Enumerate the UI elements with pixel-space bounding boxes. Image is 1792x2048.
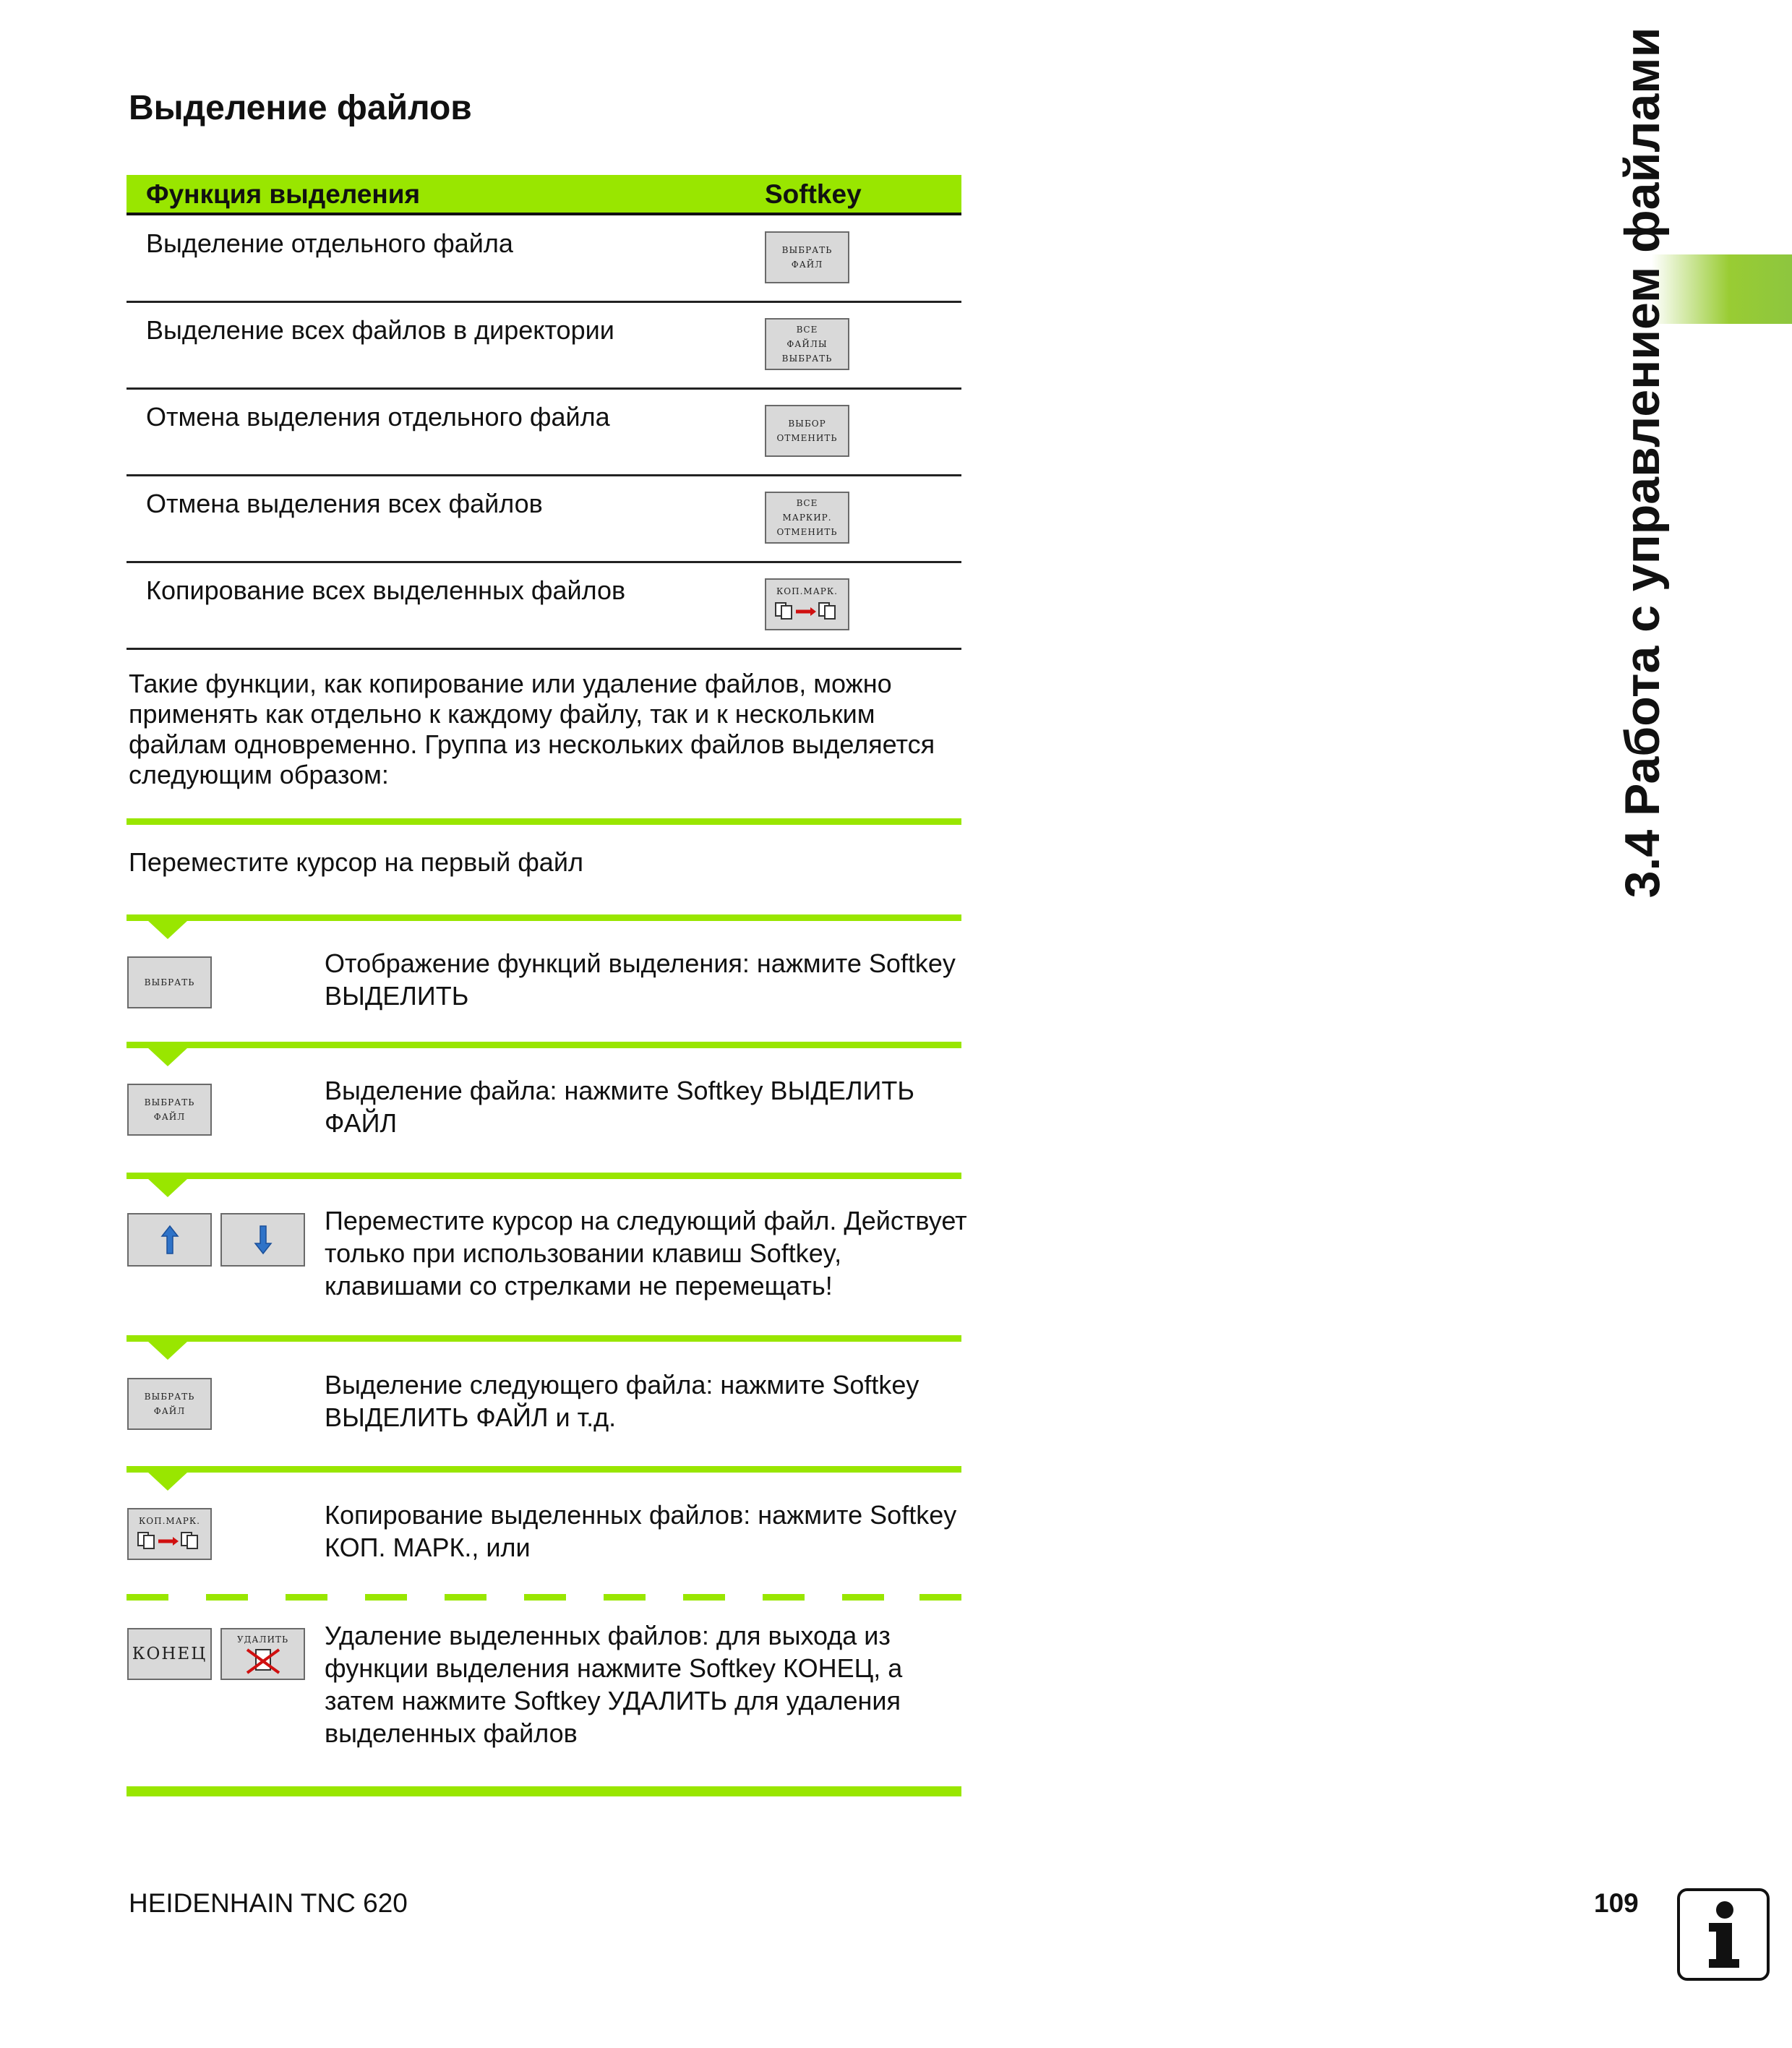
arrow-down-key[interactable]	[220, 1213, 305, 1267]
table-row	[127, 562, 961, 650]
softkey-label: ФАЙЛ	[153, 1112, 186, 1122]
step-text: Выделение следующего файла: нажмите Softkey ВЫДЕЛИТЬ ФАЙЛ и т.д.	[325, 1370, 919, 1432]
softkey-label: УДАЛИТЬ	[236, 1634, 289, 1645]
row-text: Выделение всех файлов в директории	[146, 315, 614, 345]
softkey-select-file[interactable]	[127, 1378, 212, 1430]
arrow-up-icon	[159, 1223, 181, 1256]
section-tab-marker	[1652, 254, 1792, 324]
softkey-copy-marked[interactable]	[127, 1508, 212, 1560]
dashed-divider	[842, 1594, 884, 1601]
table-row	[127, 302, 961, 390]
step-marker	[147, 1341, 188, 1360]
softkey-label: ВЫБРАТЬ	[144, 1392, 195, 1402]
softkey-select-file[interactable]	[127, 1084, 212, 1136]
softkey-label: ВЫБОР	[788, 419, 826, 429]
softkey-delete[interactable]	[220, 1628, 305, 1680]
table-row	[127, 476, 961, 563]
softkey-label: КОП.МАРК.	[776, 586, 838, 596]
dashed-divider	[127, 1594, 168, 1601]
dashed-divider	[206, 1594, 248, 1601]
softkey-label: ОТМЕНИТЬ	[776, 433, 838, 443]
softkey-copy-marked[interactable]	[765, 578, 849, 630]
divider	[127, 914, 961, 921]
softkey-select-file[interactable]	[765, 231, 849, 283]
table-row	[127, 389, 961, 476]
arrow-down-icon	[252, 1223, 274, 1256]
softkey-label: ВЫБРАТЬ	[144, 977, 195, 987]
page-number: 109	[1594, 1888, 1639, 1918]
softkey-select-all[interactable]	[765, 318, 849, 370]
divider	[127, 1042, 961, 1048]
step-text: Переместите курсор на следующий файл. Действует только при использовании клавиш Softkey, клавишами со стрелками не перемещать!	[325, 1206, 967, 1301]
section-tab-label: 3.4 Работа с управлением файлами	[1615, 27, 1670, 899]
page-title: Выделение файлов	[129, 89, 472, 127]
softkey-label: ФАЙЛЫ	[786, 339, 828, 349]
softkey-label: МАРКИР.	[782, 513, 832, 523]
dashed-divider	[445, 1594, 486, 1601]
step-text: Выделение файла: нажмите Softkey ВЫДЕЛИТЬ ФАЙЛ	[325, 1076, 914, 1138]
divider	[127, 818, 961, 825]
divider	[127, 1786, 961, 1796]
divider	[127, 1466, 961, 1473]
softkey-label: ВСЕ	[796, 498, 818, 508]
softkey-label: ФАЙЛ	[791, 260, 823, 270]
row-text: Копирование всех выделенных файлов	[146, 575, 626, 605]
step-marker	[147, 920, 188, 939]
step-text: Отображение функций выделения: нажмите Softkey ВЫДЕЛИТЬ	[325, 948, 956, 1011]
intro-paragraph: Такие функции, как копирование или удаление файлов, можно применять как отдельно к каждому файлу, так и к нескольким файлам одновременно. Группа из нескольких файлов выделяется следующим образом:	[129, 669, 935, 789]
divider	[127, 1173, 961, 1179]
step-marker	[147, 1472, 188, 1491]
dashed-divider	[365, 1594, 407, 1601]
dashed-divider	[524, 1594, 566, 1601]
softkey-label: ВСЕ	[796, 325, 818, 335]
softkey-cancel-selection[interactable]	[765, 405, 849, 457]
delete-file-icon	[241, 1647, 285, 1676]
softkey-select[interactable]	[127, 956, 212, 1008]
table-row	[127, 215, 961, 303]
softkey-label: КОП.МАРК.	[139, 1516, 200, 1526]
row-text: Отмена выделения всех файлов	[146, 489, 543, 518]
softkey-cancel-all[interactable]	[765, 492, 849, 544]
dashed-divider	[286, 1594, 327, 1601]
row-text: Выделение отдельного файла	[146, 228, 513, 258]
step-first: Переместите курсор на первый файл	[129, 847, 583, 877]
softkey-label: ВЫБРАТЬ	[781, 354, 833, 364]
softkey-label: КОНЕЦ	[132, 1645, 207, 1663]
step-marker	[147, 1047, 188, 1066]
arrow-up-key[interactable]	[127, 1213, 212, 1267]
dashed-divider	[604, 1594, 646, 1601]
dashed-divider	[763, 1594, 805, 1601]
copy-files-icon	[132, 1528, 207, 1550]
column-header-function: Функция выделения	[146, 179, 421, 209]
step-marker	[147, 1178, 188, 1197]
column-header-softkey: Softkey	[765, 179, 862, 209]
copy-files-icon	[770, 599, 845, 620]
footer-brand: HEIDENHAIN TNC 620	[129, 1888, 408, 1918]
row-text: Отмена выделения отдельного файла	[146, 402, 610, 432]
dashed-divider	[683, 1594, 725, 1601]
step-text: Копирование выделенных файлов: нажмите Softkey КОП. МАРК., или	[325, 1500, 957, 1562]
info-icon	[1677, 1888, 1770, 1981]
softkey-label: ФАЙЛ	[153, 1406, 186, 1416]
divider	[127, 1335, 961, 1342]
table-header	[127, 175, 961, 215]
softkey-label: ВЫБРАТЬ	[144, 1097, 195, 1107]
softkey-end[interactable]	[127, 1628, 212, 1680]
step-text: Удаление выделенных файлов: для выхода из функции выделения нажмите Softkey КОНЕЦ, а затем нажмите Softkey УДАЛИТЬ для удаления выделенных файлов	[325, 1621, 903, 1748]
softkey-label: ВЫБРАТЬ	[781, 245, 833, 255]
softkey-label: ОТМЕНИТЬ	[776, 527, 838, 537]
dashed-divider	[919, 1594, 961, 1601]
